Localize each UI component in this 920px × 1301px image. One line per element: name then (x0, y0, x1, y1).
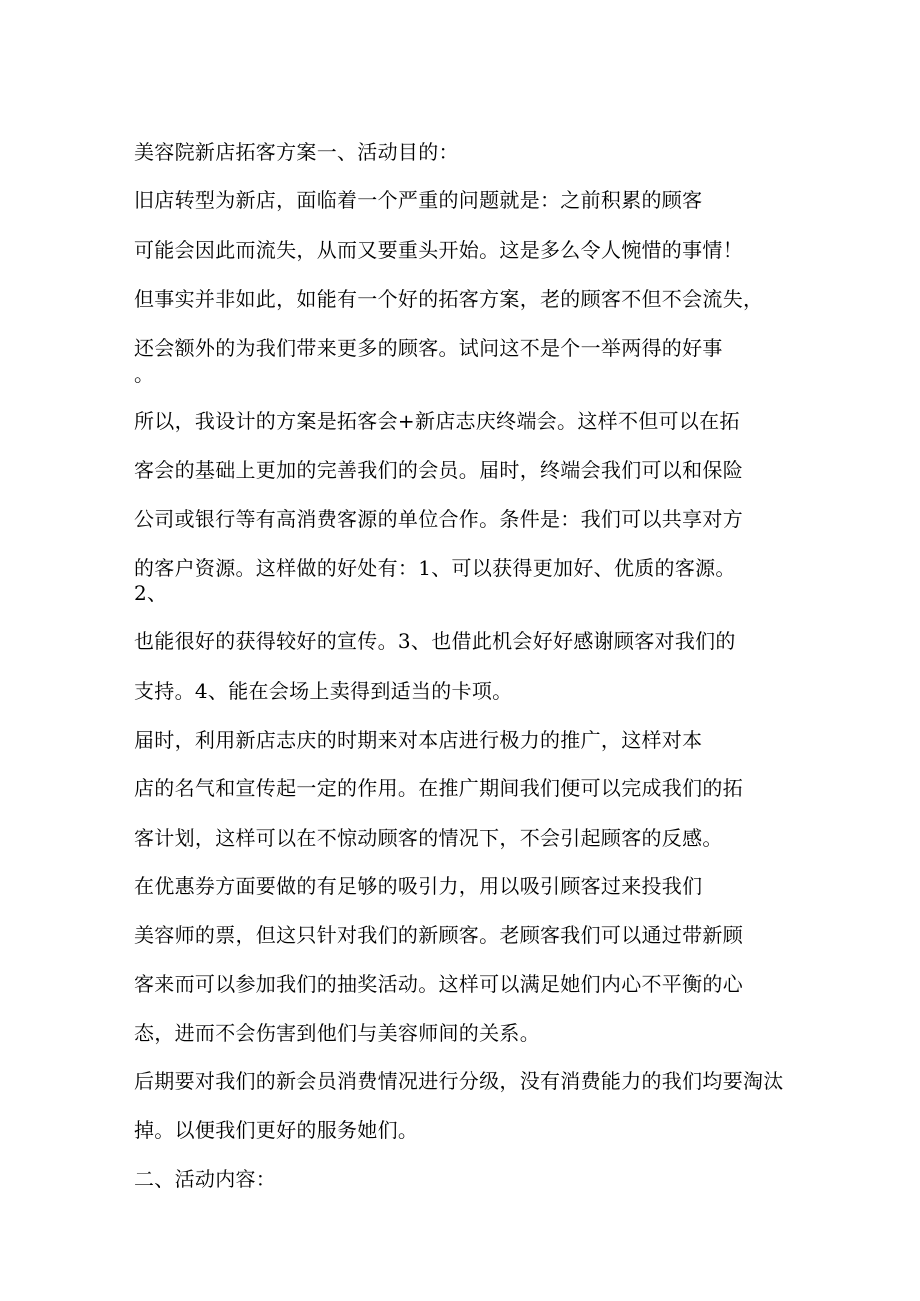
paragraph-line: 旧店转型为新店，面临着一个严重的问题就是：之前积累的顾客 (134, 188, 703, 212)
paragraph-line: 客会的基础上更加的完善我们的会员。届时，终端会我们可以和保险 (134, 458, 743, 482)
paragraph-line: 态，进而不会伤害到他们与美容师间的关系。 (134, 1021, 540, 1045)
paragraph-line: 届时，利用新店志庆的时期来对本店进行极力的推广，这样对本 (134, 728, 703, 752)
paragraph-line: 还会额外的为我们带来更多的顾客。试问这不是个一举两得的好事 (134, 336, 723, 360)
paragraph-line: 也能很好的获得较好的宣传。3、也借此机会好好感谢顾客对我们的 (134, 629, 736, 653)
paragraph-line: 在优惠券方面要做的有足够的吸引力，用以吸引顾客过来投我们 (134, 874, 703, 898)
paragraph-line: 掉。以便我们更好的服务她们。 (134, 1118, 419, 1142)
paragraph-line: 公司或银行等有高消费客源的单位合作。条件是：我们可以共享对方 (134, 507, 743, 531)
paragraph-line: 所以，我设计的方案是拓客会+新店志庆终端会。这样不但可以在拓 (134, 409, 740, 433)
paragraph-line: 。 (134, 362, 155, 386)
paragraph-line: 后期要对我们的新会员消费情况进行分级，没有消费能力的我们均要淘汰 (134, 1069, 784, 1093)
paragraph-line: 美容师的票，但这只针对我们的新顾客。老顾客我们可以通过带新顾 (134, 923, 743, 947)
paragraph-line: 客来而可以参加我们的抽奖活动。这样可以满足她们内心不平衡的心 (134, 972, 743, 996)
paragraph-line: 支持。4、能在会场上卖得到适当的卡项。 (134, 679, 513, 703)
paragraph-line: 可能会因此而流失，从而又要重头开始。这是多么令人惋惜的事情！ (134, 238, 743, 262)
paragraph-line: 但事实并非如此，如能有一个好的拓客方案，老的顾客不但不会流失， (134, 287, 764, 311)
section-heading-line: 二、活动内容： (134, 1167, 277, 1191)
paragraph-line: 客计划，这样可以在不惊动顾客的情况下，不会引起顾客的反感。 (134, 826, 723, 850)
document-title-line: 美容院新店拓客方案一、活动目的： (134, 140, 459, 164)
paragraph-line: 的客户资源。这样做的好处有：1、可以获得更加好、优质的客源。 (134, 556, 736, 580)
paragraph-line: 店的名气和宣传起一定的作用。在推广期间我们便可以完成我们的拓 (134, 776, 743, 800)
paragraph-line: 2、 (134, 581, 168, 605)
